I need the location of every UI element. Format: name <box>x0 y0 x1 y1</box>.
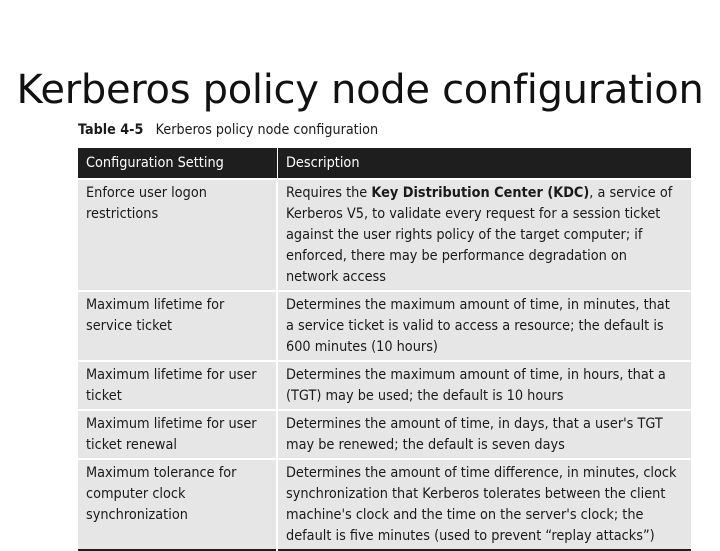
table-row <box>78 459 691 550</box>
setting-cell: Maximum lifetime for user ticket renewal <box>78 410 277 459</box>
setting-cell: Maximum tolerance for computer clock synchronization <box>78 459 277 550</box>
table-row <box>78 291 691 361</box>
description-cell: Determines the maximum amount of time, in minutes, that a service ticket is valid to access a resource; the default is 600 minutes (10 hours) <box>277 291 691 361</box>
setting-cell: Maximum lifetime for service ticket <box>78 291 277 361</box>
setting-cell: Maximum lifetime for user ticket <box>78 361 277 410</box>
table-caption-text: Kerberos policy node configuration <box>155 122 379 138</box>
setting-cell: Enforce user logon restrictions <box>78 179 277 291</box>
table-row <box>78 410 691 459</box>
table-header-row <box>78 148 691 179</box>
header-description: Description <box>277 148 691 179</box>
table-caption-number: Table 4-5 <box>78 122 144 138</box>
description-cell: Determines the maximum amount of time, in hours, that a (TGT) may be used; the default is 10 hours <box>277 361 691 410</box>
description-cell: Determines the amount of time, in days, that a user's TGT may be renewed; the default is seven days <box>277 410 691 459</box>
table-row <box>78 179 691 291</box>
slide-title: Kerberos policy node configuration <box>16 66 704 113</box>
table-caption <box>78 120 617 148</box>
kerberos-policy-table <box>78 148 691 551</box>
description-cell: Determines the amount of time difference, in minutes, clock synchronization that Kerberos tolerates between the client machine's clock and the time on the server's clock; the default is five minutes (used to prevent “replay attacks”) <box>277 459 691 550</box>
description-cell: Requires the Key Distribution Center (KDC), a service of Kerberos V5, to validate every request for a session ticket against the user rights policy of the target computer; if enforced, there may be performance degradation on network access <box>277 179 691 291</box>
table-row <box>78 361 691 410</box>
table-figure <box>78 120 691 551</box>
kdc-term: Key Distribution Center (KDC) <box>371 185 590 201</box>
header-configuration-setting: Configuration Setting <box>78 148 277 179</box>
